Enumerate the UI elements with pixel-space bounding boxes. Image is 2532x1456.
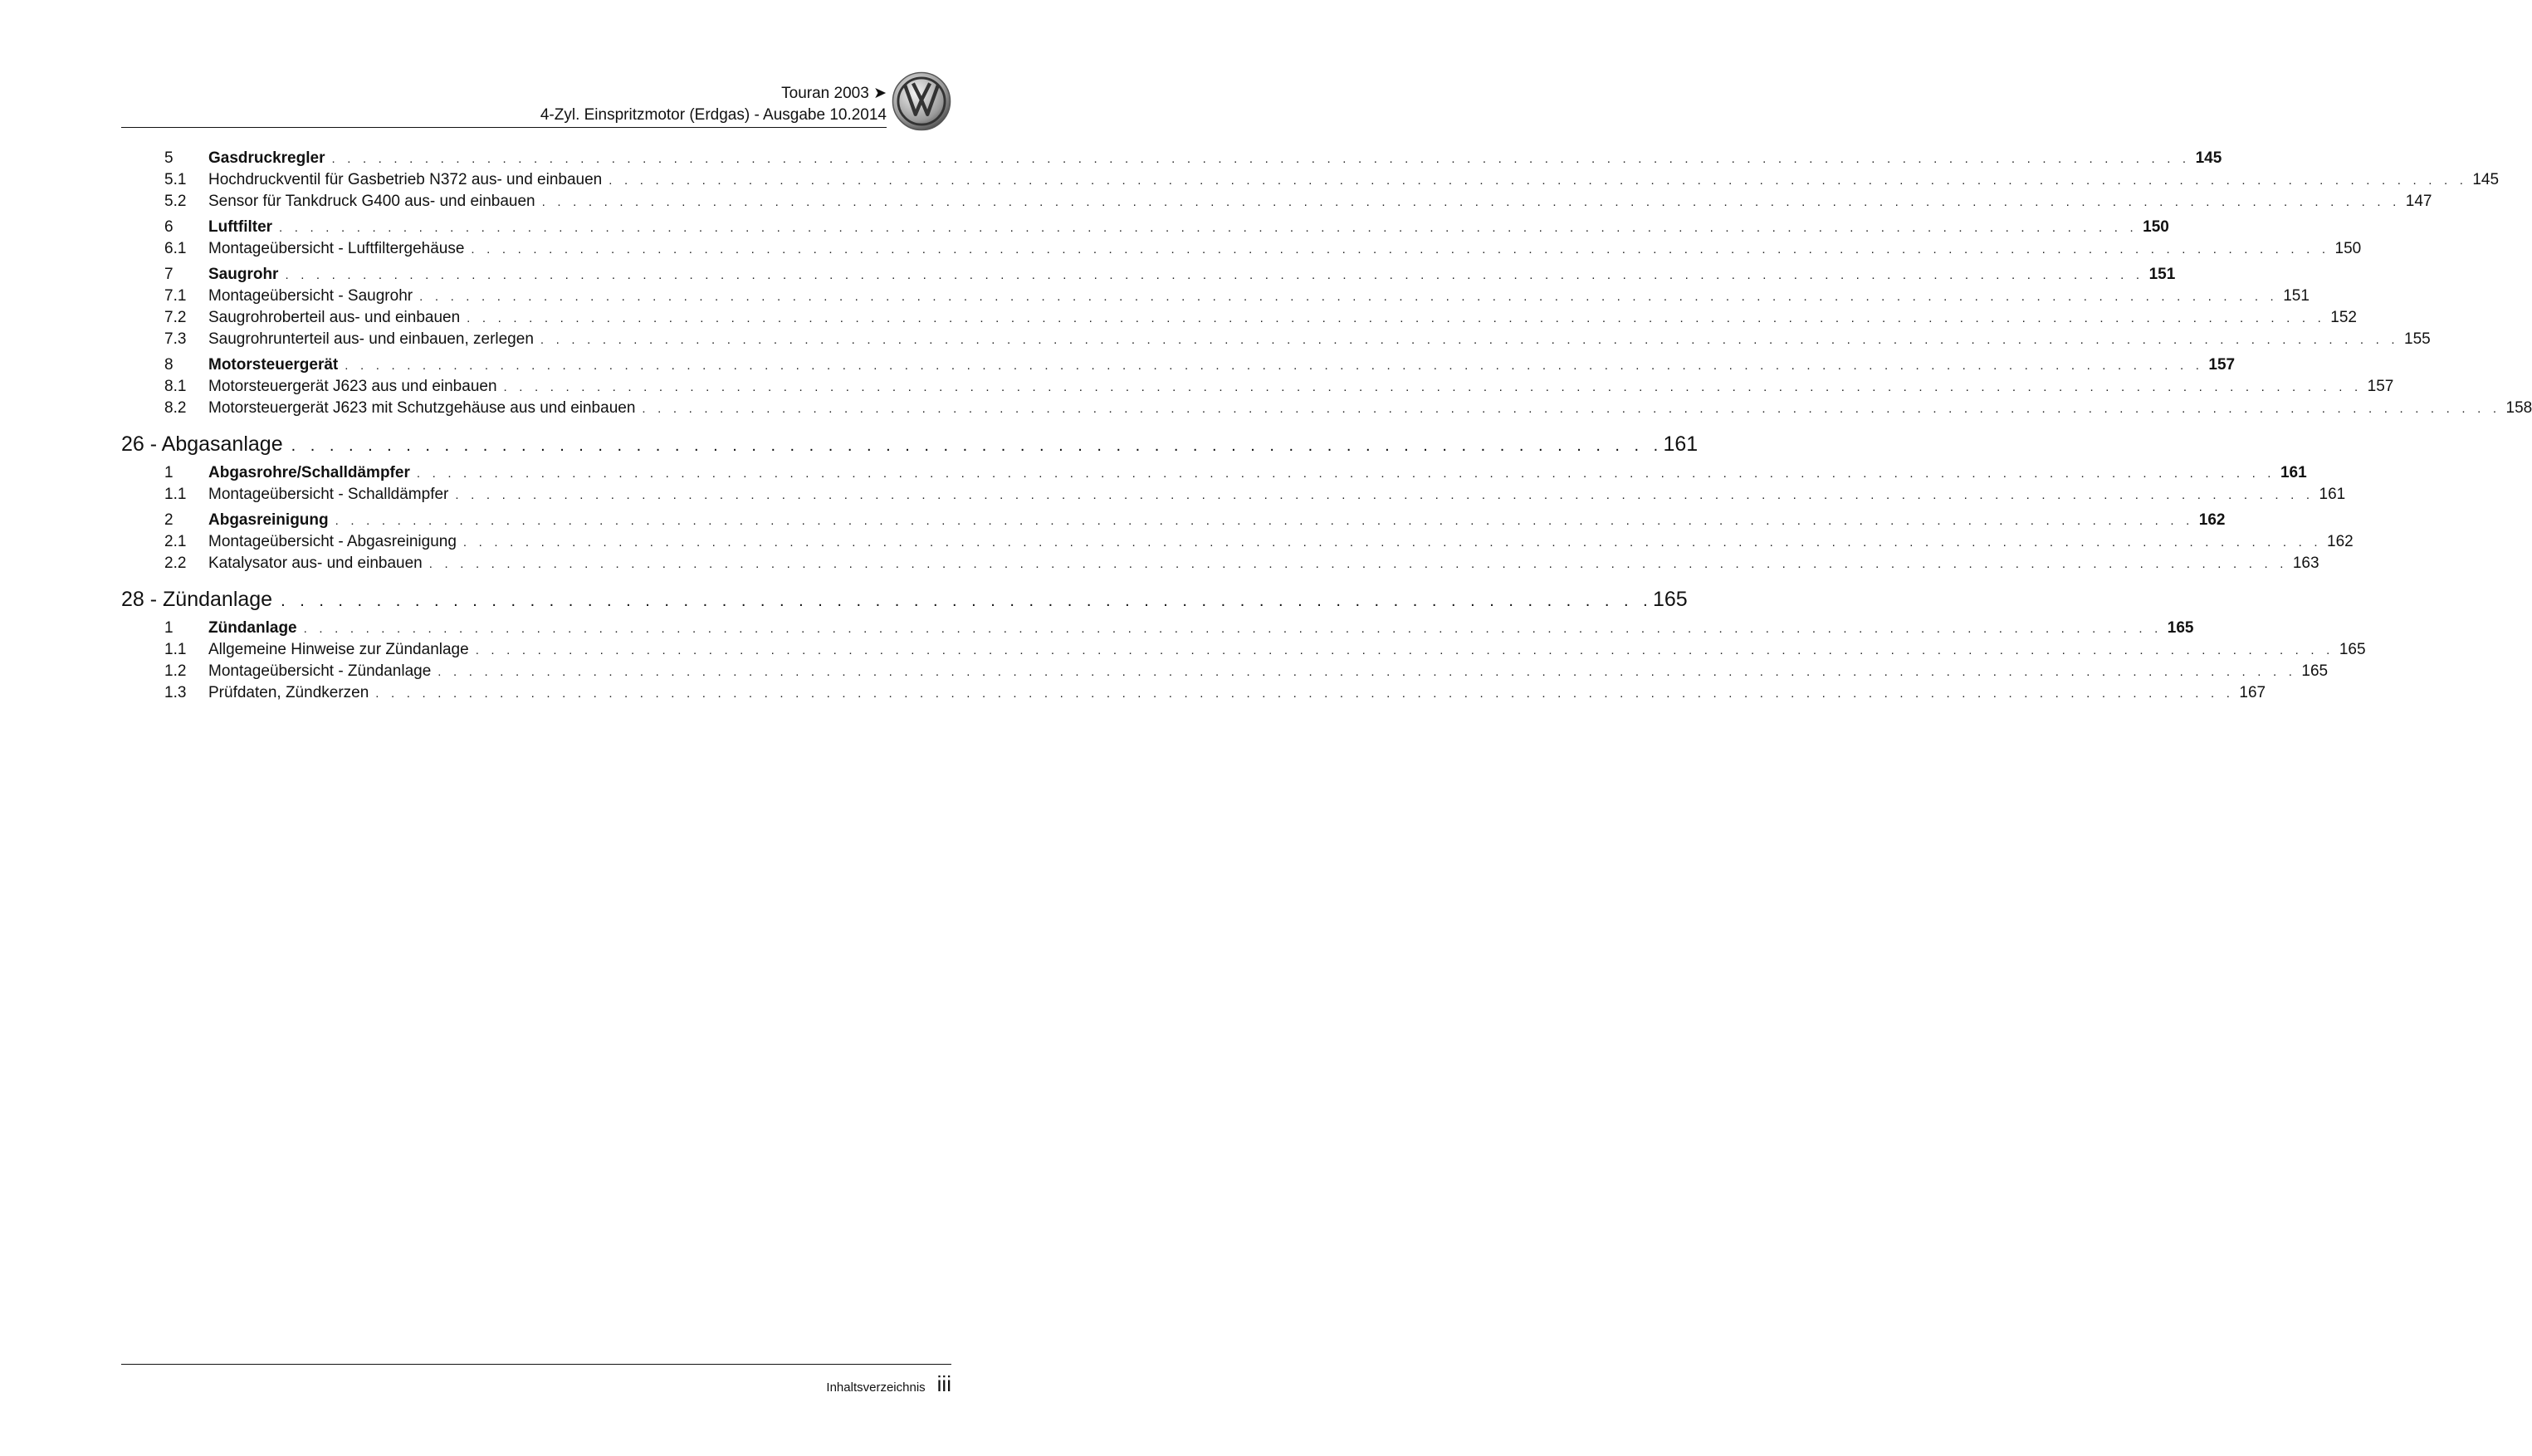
toc-entry[interactable] xyxy=(121,169,2500,191)
toc-entry[interactable] xyxy=(121,376,2394,398)
chapter-title: 28 - Zündanlage xyxy=(121,588,273,611)
leader-dots: . . . . . . . . . . . . . . . . . . . . . . . . . . . . . . . . . . . . . . . . . . . . . . . . . . . . . . . . . . . . . . . . . . . . . . . . . . . . . . . . . . . . . . . . . . . . . . . . . . . . . . . . . . . . . . . . . . . . . . . . xyxy=(503,380,2363,394)
entry-page: 157 xyxy=(2208,356,2236,374)
leader-dots: . . . . . . . . . . . . . . . . . . . . . . . . . . . . . . . . . . . . . . . . . . . . . . . . . . . . . . . . . . . . . . . . . . . . . . . . . . . . . . . . . . . . . . . . . . . . . . . . . . . . . . . . . . . . . . . . . . . . . . . . xyxy=(335,514,2194,528)
entry-title: Montageübersicht - Luftfiltergehäuse xyxy=(208,240,465,257)
entry-number: 6 xyxy=(164,218,174,236)
entry-title: Montageübersicht - Abgasreinigung xyxy=(208,533,457,550)
leader-dots: . . . . . . . . . . . . . . . . . . . . . . . . . . . . . . . . . . . . . . . . . . . . . . . . . . . . . . . . . . . . . . . . . . . . . . . . . . . . . . . . . . . . . . . . . . . . . . . . . . . . . . . . . . . . . . . . . . . . . . . . xyxy=(279,221,2138,235)
leader-dots: . . . . . . . . . . . . . . . . . . . . . . . . . . . . . . . . . . . . . . . . . . . . . . . . . . . . . . . . . . . . . . . . . . . . . . . . . . . . . . . . . . . . . . . . . . . . . . . . . . . . . . . . . . . . . . . . . . . . . . . . xyxy=(419,290,2278,304)
toc-entry[interactable] xyxy=(121,553,2319,574)
leader-dots: . . . . . . . . . . . . . . . . . . . . . . . . . . . . . . . . . . . . . . . . . . . . . . . . . . . . . . . . . . . . . . . . . . . . . . . . . . . . . . . . . . . . . . . . . . . . . . . . . . . . . . . . . . . . . . . . . . . . . . . . xyxy=(331,152,2191,166)
footer-rule xyxy=(121,1364,951,1365)
leader-dots: . . . . . . . . . . . . . . . . . . . . . . . . . . . . . . . . . . . . . . . . . . . . . . . . . . . . . . . . . . . . . . . . . . . . . . . . . . . . . . . . . . . . . . . . . . . . . . . . . . . . . . . . . . . . . . . . . . . . . . . . xyxy=(303,622,2163,636)
entry-number: 2 xyxy=(164,511,174,529)
entry-number: 8 xyxy=(164,356,174,374)
leader-dots: . . . . . . . . . . . . . . . . . . . . . . . . . . . . . . . . . . . . . . . . . . . . . . . . . . . . . . . . . . . . . . . . . . . . . . . . . . . . . . . . . . . . . . . . . . . . . . . . . . . . . . . . . . . . . . . . . . . . . . . . xyxy=(541,195,2401,209)
toc-chapter-28[interactable] xyxy=(121,586,1688,613)
toc-entry[interactable] xyxy=(121,661,2329,682)
leader-dots: . . . . . . . . . . . . . . . . . . . . . . . . . . . . . . . . . . . . . . . . . . . . . . . . . . . . . . . . . . . . . . . . . . . . . . . . . . . . . . . . . . . . . . . . . . . . . . . . . . . . . . . . . . . . . . . . . . . . . . . . xyxy=(471,242,2330,257)
entry-number: 8.2 xyxy=(164,399,187,417)
vw-logo-icon xyxy=(892,71,951,131)
entry-title: Sensor für Tankdruck G400 aus- und einbauen xyxy=(208,193,535,210)
leader-dots: . . . . . . . . . . . . . . . . . . . . . . . . . . . . . . . . . . . . . . . . . . . . . . . . . . . . . . . . . . . . . . . . . . . . . . . . . . . . . . . . . . . . . . . . . . . . . . . . . . . . . . . . . . . . . . . . . . . . . . . . xyxy=(416,467,2275,481)
toc-chapter-26[interactable] xyxy=(121,431,1699,457)
entry-page: 165 xyxy=(2167,619,2194,637)
entry-page: 151 xyxy=(2283,287,2310,305)
leader-dots: . . . . . . . . . . . . . . . . . . . . . . . . . . . . . . . . . . . . . . . . . . . . . . . . . . . . . . . . . . . . . . . . . . . . . . . . . . . . . . . . . . . . . . . . . . . . . . . . . . . . . . . . . . . . . . . . . . . . . . . . xyxy=(475,643,2334,657)
entry-title: Motorsteuergerät J623 aus und einbauen xyxy=(208,378,497,395)
entry-title: Hochdruckventil für Gasbetrieb N372 aus- und einbauen xyxy=(208,171,603,188)
toc-entry[interactable] xyxy=(121,639,2366,661)
entry-title: Zündanlage xyxy=(208,619,297,637)
entry-number: 1.1 xyxy=(164,641,187,658)
entry-number: 8.1 xyxy=(164,378,187,395)
entry-title: Katalysator aus- und einbauen xyxy=(208,555,423,572)
leader-dots: . . . . . . . . . . . . . . . . . . . . . . . . . . . . . . . . . . . . . . . . . . . . . . . . . . . . . . . . . . . . . . . . . . . . . . . . xyxy=(291,437,1664,455)
leader-dots: . . . . . . . . . . . . . . . . . . . . . . . . . . . . . . . . . . . . . . . . . . . . . . . . . . . . . . . . . . . . . . . . . . . . . . . . . . . . . . . . . . . . . . . . . . . . . . . . . . . . . . . . . . . . . . . . . . . . . . . . xyxy=(455,488,2314,502)
entry-page: 161 xyxy=(2319,486,2346,503)
entry-page: 147 xyxy=(2405,193,2432,210)
entry-number: 6.1 xyxy=(164,240,187,257)
toc-entry[interactable] xyxy=(121,462,2307,484)
toc-block-engine xyxy=(121,148,2532,419)
leader-dots: . . . . . . . . . . . . . . . . . . . . . . . . . . . . . . . . . . . . . . . . . . . . . . . . . . . . . . . . . . . . . . . . . . . . . . . . . . . . . . . . . . . . . . . . . . . . . . . . . . . . . . . . . . . . . . . . . . . . . . . . xyxy=(437,665,2297,679)
entry-number: 7.2 xyxy=(164,309,187,326)
entry-title: Montageübersicht - Zündanlage xyxy=(208,662,432,680)
entry-number: 5 xyxy=(164,149,174,167)
table-of-contents xyxy=(121,148,2532,704)
entry-page: 167 xyxy=(2239,684,2266,701)
entry-page: 145 xyxy=(2195,149,2222,167)
entry-number: 7.1 xyxy=(164,287,187,305)
leader-dots: . . . . . . . . . . . . . . . . . . . . . . . . . . . . . . . . . . . . . . . . . . . . . . . . . . . . . . . . . . . . . . . . . . . . . . . . . . . . . . . . . . . . . . . . . . . . . . . . . . . . . . . . . . . . . . . . . . . . . . . . xyxy=(540,333,2399,347)
leader-dots: . . . . . . . . . . . . . . . . . . . . . . . . . . . . . . . . . . . . . . . . . . . . . . . . . . . . . . . . . . . . . . . . . . . . . . . . . . . . . . . . . . . . . . . . . . . . . . . . . . . . . . . . . . . . . . . . . . . . . . . . xyxy=(462,535,2322,550)
entry-page: 150 xyxy=(2143,218,2169,236)
entry-page: 145 xyxy=(2472,171,2500,188)
page-number: iii xyxy=(936,1371,951,1396)
header-model: Touran 2003 ➤ xyxy=(781,85,887,102)
toc-entry[interactable] xyxy=(121,217,2169,238)
entry-title: Montageübersicht - Saugrohr xyxy=(208,287,413,305)
leader-dots: . . . . . . . . . . . . . . . . . . . . . . . . . . . . . . . . . . . . . . . . . . . . . . . . . . . . . . . . . . . . . . . . . . . . . . . . . . . . . . . . . . . . . . . . . . . . . . . . . . . . . . . . . . . . . . . . . . . . . . . . xyxy=(467,311,2325,325)
entry-page: 163 xyxy=(2292,555,2319,572)
toc-entry[interactable] xyxy=(121,354,2236,376)
toc-entry[interactable] xyxy=(121,286,2310,307)
entry-number: 1.2 xyxy=(164,662,187,680)
leader-dots: . . . . . . . . . . . . . . . . . . . . . . . . . . . . . . . . . . . . . . . . . . . . . . . . . . . . . . . . . . . . . . . . . . . . . . . . . . . . . . . . . . . . . . . . . . . . . . . . . . . . . . . . . . . . . . . . . . . . . . . . xyxy=(285,268,2144,282)
leader-dots: . . . . . . . . . . . . . . . . . . . . . . . . . . . . . . . . . . . . . . . . . . . . . . . . . . . . . . . . . . . . . . . . . . . . . . . . xyxy=(281,592,1653,610)
entry-number: 2.2 xyxy=(164,555,187,572)
entry-page: 161 xyxy=(2280,464,2307,481)
entry-page: 165 xyxy=(2301,662,2329,680)
entry-page: 151 xyxy=(2148,266,2176,283)
toc-entry[interactable] xyxy=(121,531,2354,553)
entry-number: 1 xyxy=(164,619,174,637)
toc-block-exhaust xyxy=(121,462,2354,574)
entry-page: 157 xyxy=(2367,378,2394,395)
leader-dots: . . . . . . . . . . . . . . . . . . . . . . . . . . . . . . . . . . . . . . . . . . . . . . . . . . . . . . . . . . . . . . . . . . . . . . . . . . . . . . . . . . . . . . . . . . . . . . . . . . . . . . . . . . . . . . . . . . . . . . . . xyxy=(642,402,2501,416)
toc-entry[interactable] xyxy=(121,329,2431,350)
entry-number: 5.1 xyxy=(164,171,187,188)
entry-title: Gasdruckregler xyxy=(208,149,325,167)
header-edition: 4-Zyl. Einspritzmotor (Erdgas) - Ausgabe 10.2014 xyxy=(540,106,887,124)
toc-entry[interactable] xyxy=(121,398,2532,419)
leader-dots: . . . . . . . . . . . . . . . . . . . . . . . . . . . . . . . . . . . . . . . . . . . . . . . . . . . . . . . . . . . . . . . . . . . . . . . . . . . . . . . . . . . . . . . . . . . . . . . . . . . . . . . . . . . . . . . . . . . . . . . . xyxy=(609,173,2468,188)
entry-title: Montageübersicht - Schalldämpfer xyxy=(208,486,449,503)
leader-dots: . . . . . . . . . . . . . . . . . . . . . . . . . . . . . . . . . . . . . . . . . . . . . . . . . . . . . . . . . . . . . . . . . . . . . . . . . . . . . . . . . . . . . . . . . . . . . . . . . . . . . . . . . . . . . . . . . . . . . . . . xyxy=(428,557,2288,571)
toc-entry[interactable] xyxy=(121,238,2362,260)
entry-title: Abgasreinigung xyxy=(208,511,329,529)
entry-number: 7.3 xyxy=(164,330,187,348)
entry-title: Motorsteuergerät J623 mit Schutzgehäuse aus und einbauen xyxy=(208,399,636,417)
toc-entry[interactable] xyxy=(121,510,2226,531)
entry-title: Abgasrohre/Schalldämpfer xyxy=(208,464,410,481)
page-footer xyxy=(826,1371,951,1397)
entry-page: 165 xyxy=(2339,641,2366,658)
toc-entry[interactable] xyxy=(121,148,2222,169)
entry-number: 7 xyxy=(164,266,174,283)
entry-page: 155 xyxy=(2404,330,2431,348)
header-rule xyxy=(121,127,887,128)
entry-title: Motorsteuergerät xyxy=(208,356,339,374)
toc-entry[interactable] xyxy=(121,484,2346,506)
footer-label: Inhaltsverzeichnis xyxy=(826,1380,926,1395)
entry-page: 162 xyxy=(2198,511,2226,529)
toc-entry[interactable] xyxy=(121,307,2357,329)
entry-number: 1 xyxy=(164,464,174,481)
entry-page: 152 xyxy=(2330,309,2357,326)
entry-title: Saugrohrunterteil aus- und einbauen, zerlegen xyxy=(208,330,534,348)
leader-dots: . . . . . . . . . . . . . . . . . . . . . . . . . . . . . . . . . . . . . . . . . . . . . . . . . . . . . . . . . . . . . . . . . . . . . . . . . . . . . . . . . . . . . . . . . . . . . . . . . . . . . . . . . . . . . . . . . . . . . . . . xyxy=(375,686,2235,701)
page-header xyxy=(121,71,951,129)
entry-number: 5.2 xyxy=(164,193,187,210)
entry-title: Prüfdaten, Zündkerzen xyxy=(208,684,369,701)
entry-number: 1.1 xyxy=(164,486,187,503)
toc-entry[interactable] xyxy=(121,191,2432,213)
chapter-page: 165 xyxy=(1652,588,1688,611)
header-text xyxy=(540,83,887,126)
entry-title: Saugrohr xyxy=(208,266,279,283)
toc-entry[interactable] xyxy=(121,618,2194,639)
entry-page: 150 xyxy=(2334,240,2362,257)
entry-page: 158 xyxy=(2505,399,2532,417)
toc-entry[interactable] xyxy=(121,264,2176,286)
leader-dots: . . . . . . . . . . . . . . . . . . . . . . . . . . . . . . . . . . . . . . . . . . . . . . . . . . . . . . . . . . . . . . . . . . . . . . . . . . . . . . . . . . . . . . . . . . . . . . . . . . . . . . . . . . . . . . . . . . . . . . . . xyxy=(345,359,2204,373)
entry-title: Allgemeine Hinweise zur Zündanlage xyxy=(208,641,469,658)
entry-title: Luftfilter xyxy=(208,218,273,236)
entry-number: 1.3 xyxy=(164,684,187,701)
entry-page: 162 xyxy=(2327,533,2354,550)
toc-entry[interactable] xyxy=(121,682,2266,704)
entry-number: 2.1 xyxy=(164,533,187,550)
chapter-title: 26 - Abgasanlage xyxy=(121,432,283,456)
chapter-page: 161 xyxy=(1663,432,1699,456)
toc-block-ignition xyxy=(121,618,2366,704)
entry-title: Saugrohroberteil aus- und einbauen xyxy=(208,309,461,326)
